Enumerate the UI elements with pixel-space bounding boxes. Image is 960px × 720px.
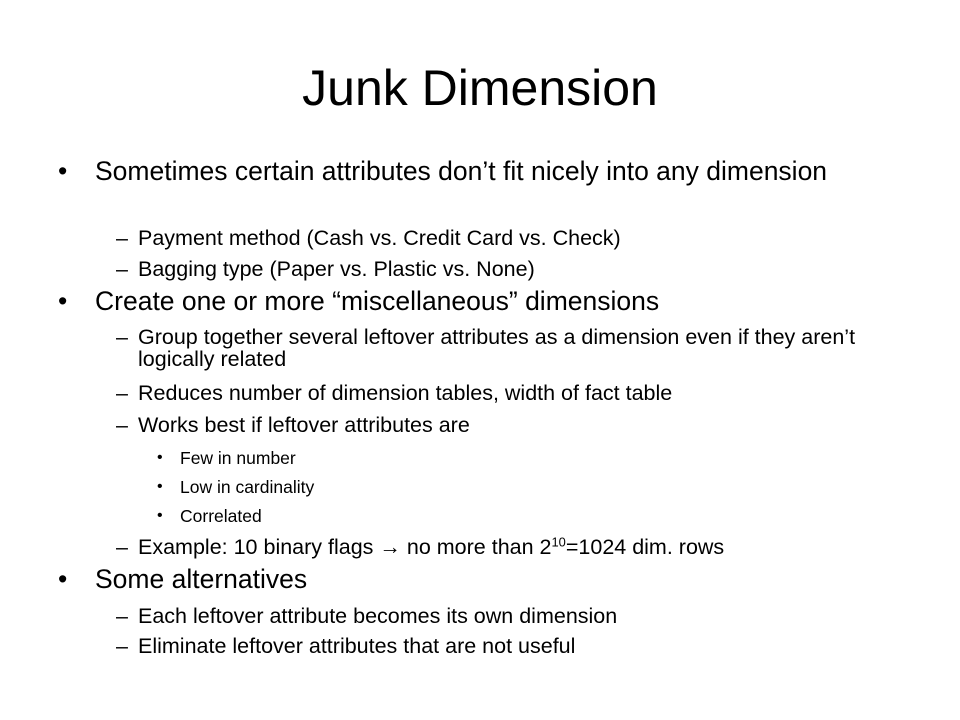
bullet-text: Create one or more “miscellaneous” dimensions — [95, 286, 660, 316]
exponent: 10 — [551, 534, 566, 550]
bullet-marker: • — [157, 478, 163, 495]
example-text-end: =1024 dim. rows — [565, 535, 725, 559]
sub-bullet-text: Eliminate leftover attributes that are not useful — [138, 634, 576, 658]
bullet-text: Sometimes certain attributes don’t fit nicely into any dimension — [95, 156, 828, 186]
bullet-item — [58, 286, 915, 316]
bullet-marker: • — [58, 564, 68, 594]
sub-bullet-text: Works best if leftover attributes are — [138, 413, 470, 437]
dash-marker: – — [116, 325, 128, 349]
sub-bullet-item — [116, 257, 918, 281]
slide-title: Junk Dimension — [302, 60, 658, 116]
sub-sub-bullet-text: Low in cardinality — [180, 477, 315, 497]
bullet-marker: • — [58, 286, 68, 316]
dash-marker: – — [116, 226, 128, 250]
sub-bullet-text — [138, 535, 724, 559]
dash-marker: – — [116, 381, 128, 405]
bullet-item — [58, 564, 915, 594]
sub-bullet-text: Reduces number of dimension tables, width of fact table — [138, 381, 673, 405]
bullet-marker: • — [157, 507, 163, 524]
example-text-start: Example: 10 binary flags → no more than 2 — [138, 535, 552, 559]
sub-bullet-text: Payment method (Cash vs. Credit Card vs. Check) — [138, 226, 621, 250]
sub-bullet-item — [116, 604, 918, 628]
sub-sub-bullet-item — [157, 448, 880, 468]
sub-bullet-item — [116, 413, 918, 437]
sub-bullet-text: Each leftover attribute becomes its own dimension — [138, 604, 618, 628]
dash-marker: – — [116, 413, 128, 437]
sub-sub-bullet-item — [157, 477, 880, 497]
sub-bullet-item — [116, 634, 918, 658]
sub-bullet-item — [116, 381, 918, 405]
sub-bullet-text: Bagging type (Paper vs. Plastic vs. None) — [138, 257, 535, 281]
bullet-marker: • — [157, 449, 163, 466]
sub-bullet-text: Group together several leftover attributes as a dimension even if they aren’t logically related — [138, 325, 856, 371]
sub-sub-bullet-text: Correlated — [180, 506, 262, 526]
bullet-marker: • — [58, 156, 68, 186]
sub-bullet-item — [116, 325, 918, 371]
sub-bullet-item — [116, 534, 918, 559]
dash-marker: – — [116, 257, 128, 281]
dash-marker: – — [116, 604, 128, 628]
bullet-item — [58, 156, 915, 186]
dash-marker: – — [116, 634, 128, 658]
sub-sub-bullet-text: Few in number — [180, 448, 296, 468]
sub-bullet-item — [116, 226, 918, 250]
sub-sub-bullet-item — [157, 506, 880, 526]
dash-marker: – — [116, 535, 128, 559]
bullet-text: Some alternatives — [95, 564, 308, 594]
